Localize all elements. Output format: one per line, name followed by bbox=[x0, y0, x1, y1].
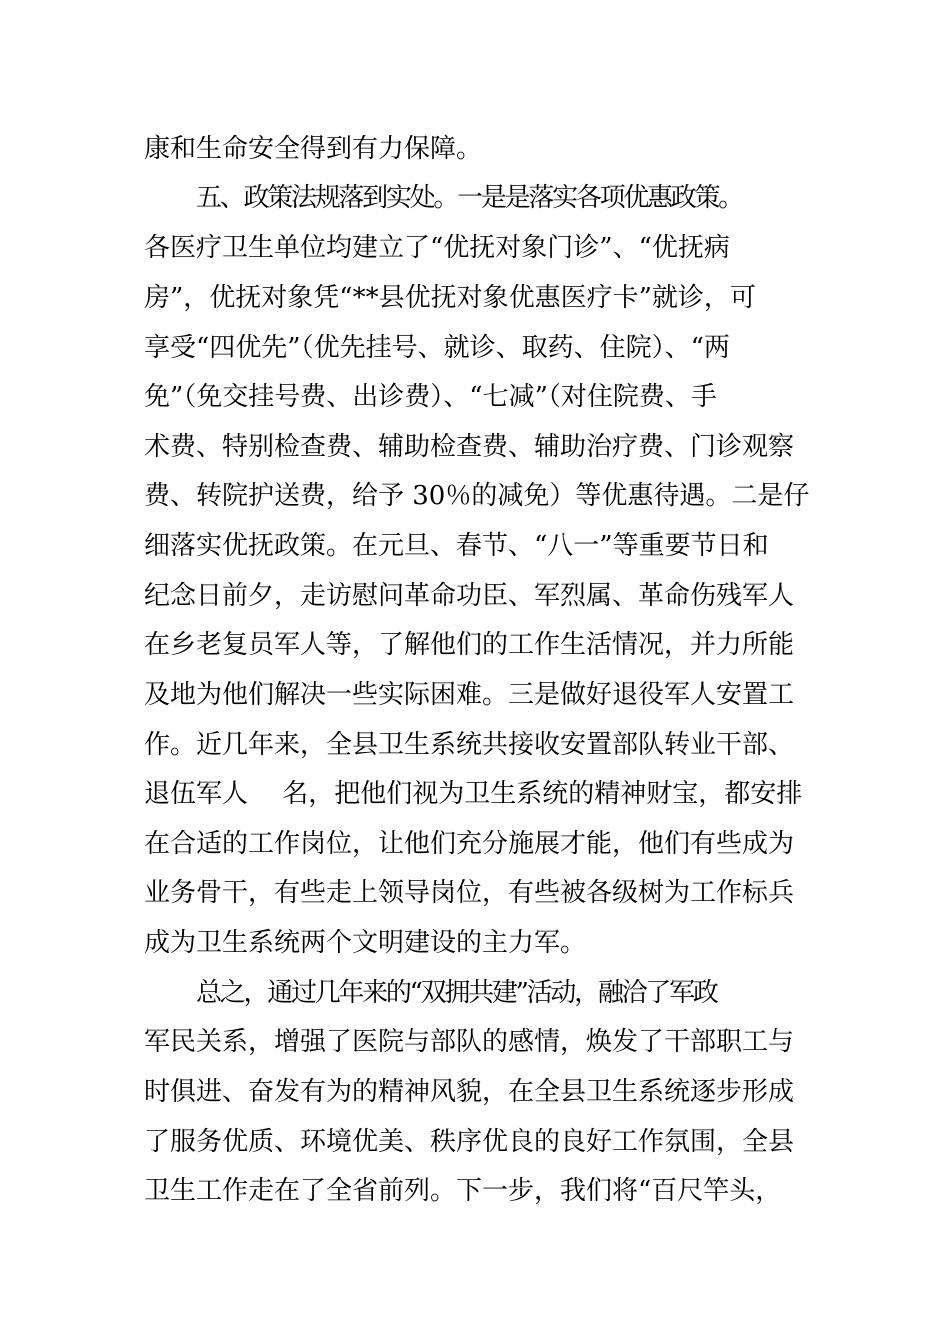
text-line: 成为卫生系统两个文明建设的主力军。 bbox=[144, 928, 587, 958]
paragraph-start-line: 五、政策法规落到实处。一是是落实各项优惠政策。 bbox=[196, 183, 743, 213]
text-line: 了服务优质、环境优美、秩序优良的良好工作氛围，全县 bbox=[144, 1127, 795, 1157]
text-line: 免”（免交挂号费、出诊费）、“七减”（对住院费、手 bbox=[144, 382, 717, 412]
text-line: 退伍军人 名，把他们视为卫生系统的精神财宝，都安排 bbox=[144, 779, 803, 809]
text-line: 在乡老复员军人等，了解他们的工作生活情况，并力所能 bbox=[144, 630, 795, 660]
text-line: 享受“四优先”（优先挂号、就诊、取药、住院）、“两 bbox=[144, 333, 730, 363]
text-line: 纪念日前夕，走访慰问革命功臣、军烈属、革命伤残军人 bbox=[144, 581, 795, 611]
text-line: 及地为他们解决一些实际困难。三是做好退役军人安置工 bbox=[144, 680, 795, 710]
text-line: 卫生工作走在了全省前列。下一步，我们将“百尺竿头， bbox=[144, 1176, 782, 1206]
text-line: 康和生命安全得到有力保障。 bbox=[144, 134, 483, 164]
text-line: 在合适的工作岗位，让他们充分施展才能，他们有些成为 bbox=[144, 829, 795, 859]
text-line: 术费、特别检查费、辅助检查费、辅助治疗费、门诊观察 bbox=[144, 432, 795, 462]
text-line: 时俱进、奋发有为的精神风貌，在全县卫生系统逐步形成 bbox=[144, 1077, 795, 1107]
text-line: 费、转院护送费，给予 30％的减免）等优惠待遇。二是仔 bbox=[144, 481, 810, 511]
text-line: 细落实优抚政策。在元旦、春节、“八一”等重要节日和 bbox=[144, 531, 769, 561]
text-line: 房”，优抚对象凭“**县优抚对象优惠医疗卡”就诊，可 bbox=[144, 283, 756, 313]
text-line: 作。近几年来，全县卫生系统共接收安置部队转业干部、 bbox=[144, 730, 795, 760]
paragraph-start-line: 总之，通过几年来的“双拥共建”活动，融洽了军政 bbox=[196, 978, 717, 1008]
text-line: 各医疗卫生单位均建立了“优抚对象门诊”、“优抚病 bbox=[144, 233, 730, 263]
text-line: 军民关系，增强了医院与部队的感情，焕发了干部职工与 bbox=[144, 1027, 795, 1057]
text-line: 业务骨干，有些走上领导岗位，有些被各级树为工作标兵 bbox=[144, 878, 795, 908]
